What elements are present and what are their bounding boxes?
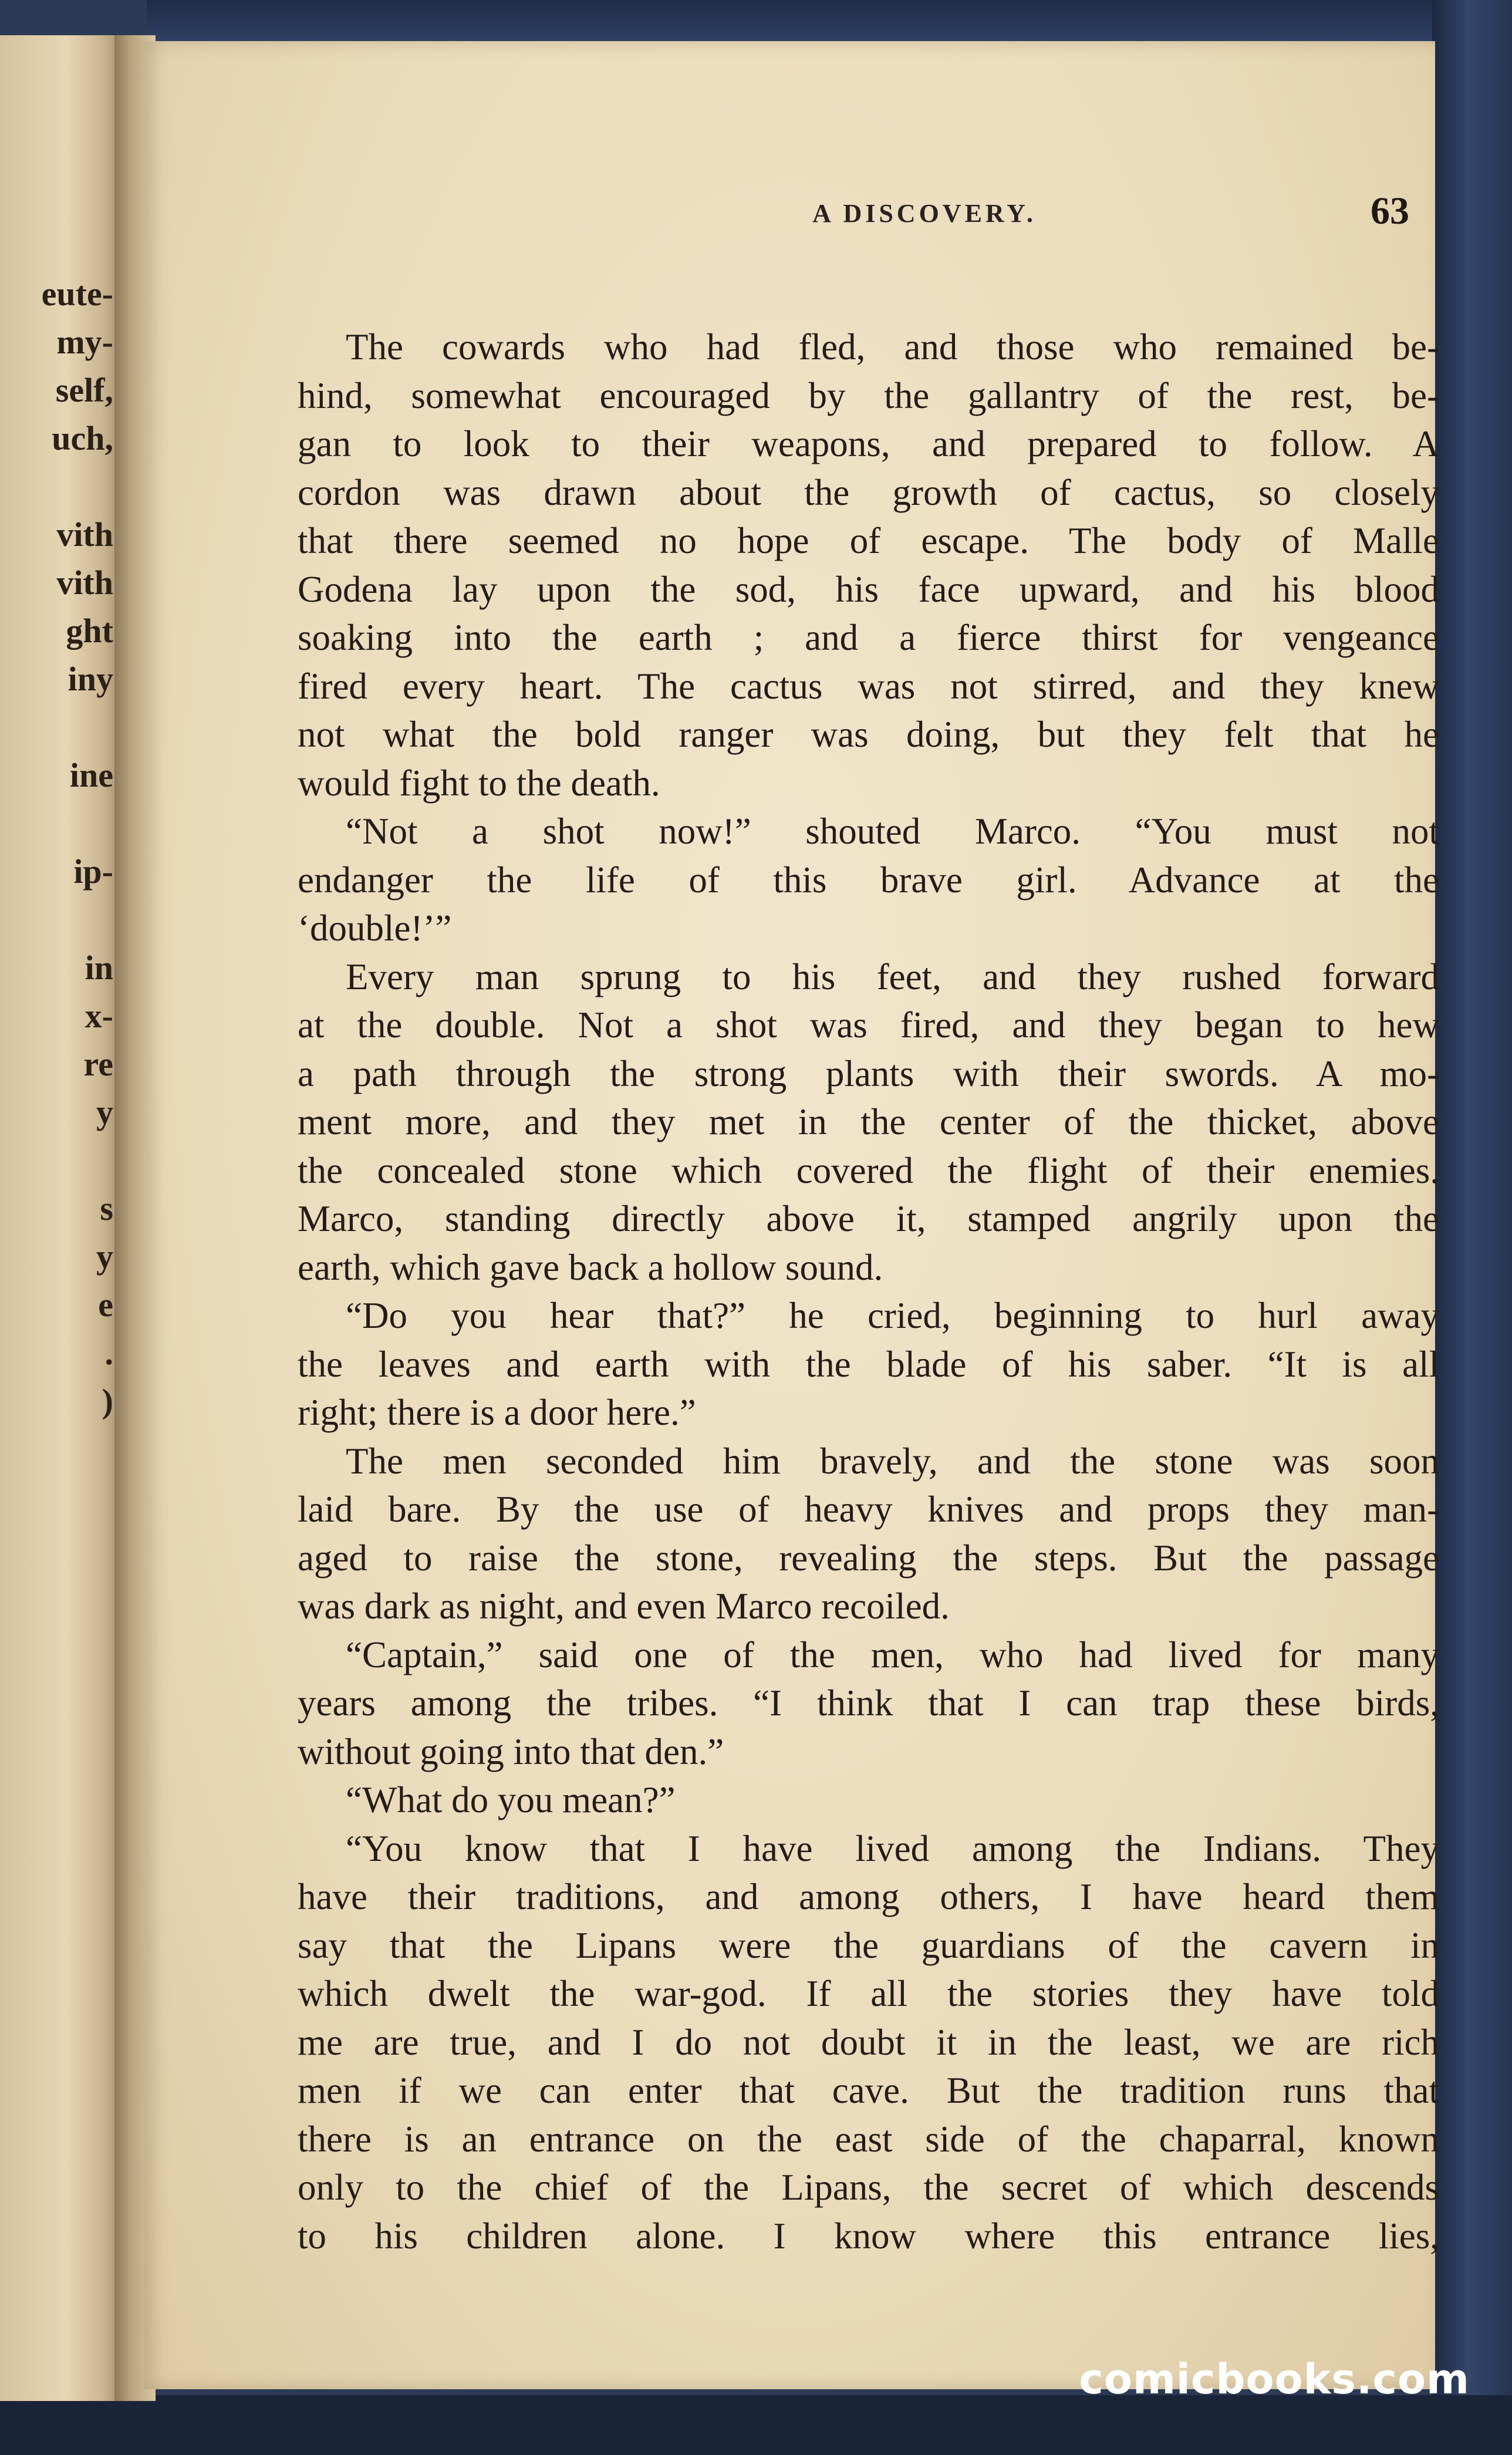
page-number: 63 (1371, 190, 1409, 232)
text-line: cordon was drawn about the growth of cactus, so closely (298, 471, 1439, 513)
previous-page-fragment: y (96, 1093, 113, 1131)
backdrop-bottom (0, 2395, 1512, 2455)
text-line: without going into that den.” (298, 1731, 724, 1772)
previous-page-fragment: iny (68, 660, 113, 698)
text-line: only to the chief of the Lipans, the secret of which descends (298, 2167, 1439, 2208)
text-line: years among the tribes. “I think that I can trap these birds, (298, 1682, 1439, 1724)
text-line: the leaves and earth with the blade of his saber. “It is all (298, 1343, 1439, 1385)
previous-page-fragment: ) (102, 1382, 113, 1420)
text-line: not what the bold ranger was doing, but they felt that he (298, 714, 1439, 755)
previous-page-fragment: vith (56, 515, 113, 554)
text-line: there is an entrance on the east side of the chaparral, known (298, 2118, 1439, 2160)
text-line: me are true, and I do not doubt it in the least, we are rich (298, 2021, 1439, 2063)
previous-page-fragment: re (83, 1045, 113, 1083)
text-line: which dwelt the war-god. If all the stories they have told (298, 1973, 1439, 2014)
previous-page-fragment: self, (55, 371, 113, 409)
previous-page-fragment: ght (66, 612, 113, 650)
running-head: A DISCOVERY. (812, 199, 1037, 228)
text-line: fired every heart. The cactus was not stirred, and they knew (298, 665, 1439, 707)
text-line: The cowards who had fled, and those who remained be- (346, 326, 1439, 367)
backdrop-right (1432, 0, 1512, 2455)
previous-page-fragment: in (85, 949, 113, 987)
text-line: to his children alone. I know where this entrance lies, (298, 2215, 1439, 2257)
text-line: at the double. Not a shot was fired, and they began to hew (298, 1004, 1439, 1046)
previous-page-fragment: uch, (52, 419, 113, 457)
previous-page-fragment (42, 1137, 113, 1185)
text-line: “Not a shot now!” shouted Marco. “You must not (346, 811, 1439, 852)
previous-page-edge (0, 35, 120, 2401)
book-page (144, 41, 1439, 2389)
text-line: right; there is a door here.” (298, 1392, 696, 1433)
text-line: ‘double!’” (298, 908, 452, 949)
text-line: that there seemed no hope of escape. The body of Malle (298, 520, 1439, 561)
previous-page-fragment (42, 463, 113, 511)
text-line: Godena lay upon the sod, his face upward, and his blood (298, 568, 1439, 610)
previous-page-fragment: eute- (41, 275, 113, 313)
text-line: aged to raise the stone, revealing the steps. But the passage (298, 1537, 1439, 1579)
previous-page-fragment (42, 800, 113, 848)
previous-page-fragment: x- (85, 997, 113, 1035)
text-line: ment more, and they met in the center of the thicket, above (298, 1101, 1439, 1142)
text-line: Every man sprung to his feet, and they rushed forward (346, 956, 1439, 997)
text-line: would fight to the death. (298, 762, 660, 804)
previous-page-fragment (42, 896, 113, 944)
watermark: comicbooks.com (1079, 2355, 1470, 2403)
previous-page-fragment: s (100, 1189, 113, 1228)
text-line: men if we can enter that cave. But the tradition runs that (298, 2070, 1439, 2111)
previous-page-text-fragments (42, 270, 113, 1425)
previous-page-fragment: ine (69, 756, 113, 794)
previous-page-fragment: ip- (73, 852, 113, 891)
text-line: say that the Lipans were the guardians of the cavern in (298, 1924, 1439, 1966)
previous-page-fragment: y (96, 1237, 113, 1276)
text-line: endanger the life of this brave girl. Advance at the (298, 859, 1439, 901)
previous-page-fragment: my- (56, 323, 113, 361)
text-line: laid bare. By the use of heavy knives and props they man- (298, 1489, 1439, 1530)
backdrop-top (147, 0, 1512, 41)
previous-page-fragment (42, 703, 113, 751)
text-line: a path through the strong plants with their swords. A mo- (298, 1053, 1439, 1094)
text-line: gan to look to their weapons, and prepared to follow. A (298, 423, 1439, 464)
text-line: the concealed stone which covered the flight of their enemies. (298, 1149, 1439, 1191)
text-line: “You know that I have lived among the Indians. They (346, 1827, 1439, 1869)
text-line: “Do you hear that?” he cried, beginning to hurl away (346, 1295, 1439, 1336)
text-line: hind, somewhat encouraged by the gallantry of the rest, be- (298, 375, 1439, 416)
text-line: was dark as night, and even Marco recoiled. (298, 1586, 950, 1627)
text-line: The men seconded him bravely, and the stone was soon (346, 1440, 1439, 1482)
previous-page-fragment: vith (56, 564, 113, 602)
text-line: have their traditions, and among others, I have heard them (298, 1876, 1439, 1917)
text-line: “Captain,” said one of the men, who had lived for many (346, 1634, 1439, 1675)
page-body-text (298, 323, 1439, 2260)
text-line: Marco, standing directly above it, stamped angrily upon the (298, 1198, 1439, 1239)
text-line: “What do you mean?” (346, 1779, 676, 1820)
text-line: earth, which gave back a hollow sound. (298, 1246, 883, 1288)
text-line: soaking into the earth ; and a fierce thirst for vengeance (298, 617, 1439, 658)
previous-page-fragment: e (98, 1286, 113, 1324)
previous-page-fragment: . (104, 1334, 113, 1372)
